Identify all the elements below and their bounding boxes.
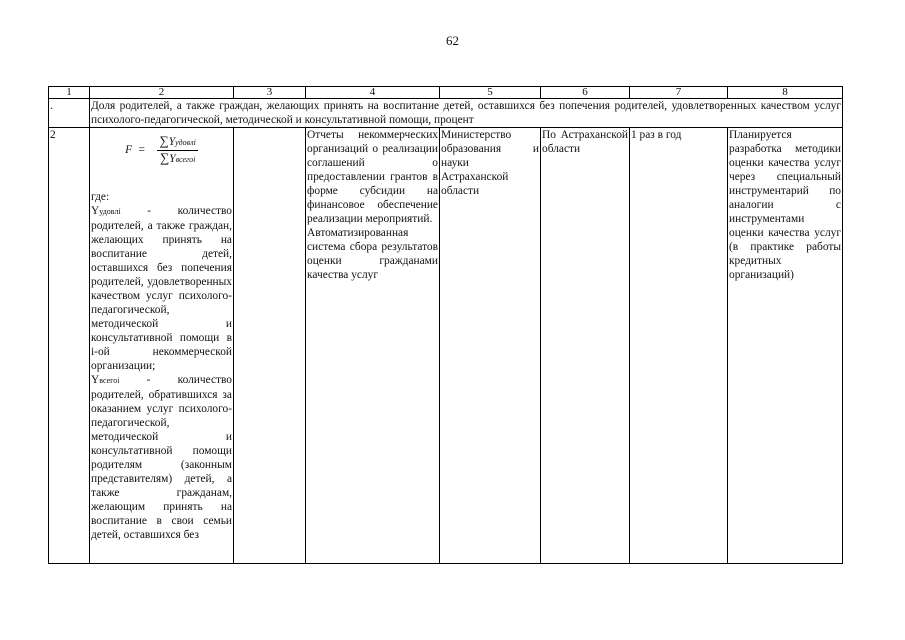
header-col-4: 4 [306,87,440,99]
row-number: 2 [49,128,90,564]
notes-cell: Планируется разработка методики оценки качества услуг через специальный инструментарий по аналогии с инструментами оценки качества услуг (в практике работы кредитных организаций) [728,128,843,564]
data-source-cell [306,128,440,564]
indicator-row [49,128,843,564]
calculation-method-cell [90,128,234,564]
formula-numerator: ∑Yудовлі [157,134,197,151]
definition-total: Yвсегоі - количество родителей, обратившихся за оказанием услуг психолого-педагогической, методической и консультативной помощи родителям (законным представителям) детей, а также гражданам, желающим принять на воспитание в свои семьи детей, оставшихся без [91,374,232,541]
formula [91,128,232,172]
formula-denominator: ∑Yвсегоі [160,149,196,165]
header-col-7: 7 [630,87,728,99]
header-col-5: 5 [440,87,541,99]
section-row [49,99,843,128]
header-col-3: 3 [234,87,306,99]
header-col-6: 6 [541,87,630,99]
header-col-2: 2 [90,87,234,99]
indicator-table [48,86,843,564]
section-title: Доля родителей, а также граждан, желающих принять на воспитание детей, оставшихся без попечения родителей, удовлетворенных качеством услуг психолого-педагогической, методической и консультативной помощи, процент [91,100,841,126]
territory-cell: По Астраханской области [541,128,630,564]
section-number: . [49,99,90,128]
responsible-body-cell: Министерство образования и науки Астраханской области [440,128,541,564]
page-number: 62 [446,33,459,48]
data-source-reports: Отчеты некоммерческих организаций о реализации соглашений о предоставлении грантов в форме субсидии на финансовое обеспечение реализации мероприятий. [307,129,438,225]
col3-cell [234,128,306,564]
where-label: где: [91,191,110,203]
header-col-1: 1 [49,87,90,99]
definition-satisfied: Yудовлі - количество родителей, а также граждан, желающих принять на воспитание детей, оставшихся без попечения родителей, удовлетворенных качеством услуг психолого-педагогической, методической и консультативной помощи в i-ой некоммерческой организации; [91,205,232,372]
formula-fraction [157,134,197,167]
formula-lhs: F = [125,144,146,156]
header-row [49,87,843,99]
data-source-system: Автоматизированная система сбора результатов оценки гражданами качества услуг [307,227,438,281]
header-col-8: 8 [728,87,843,99]
frequency-cell: 1 раз в год [630,128,728,564]
